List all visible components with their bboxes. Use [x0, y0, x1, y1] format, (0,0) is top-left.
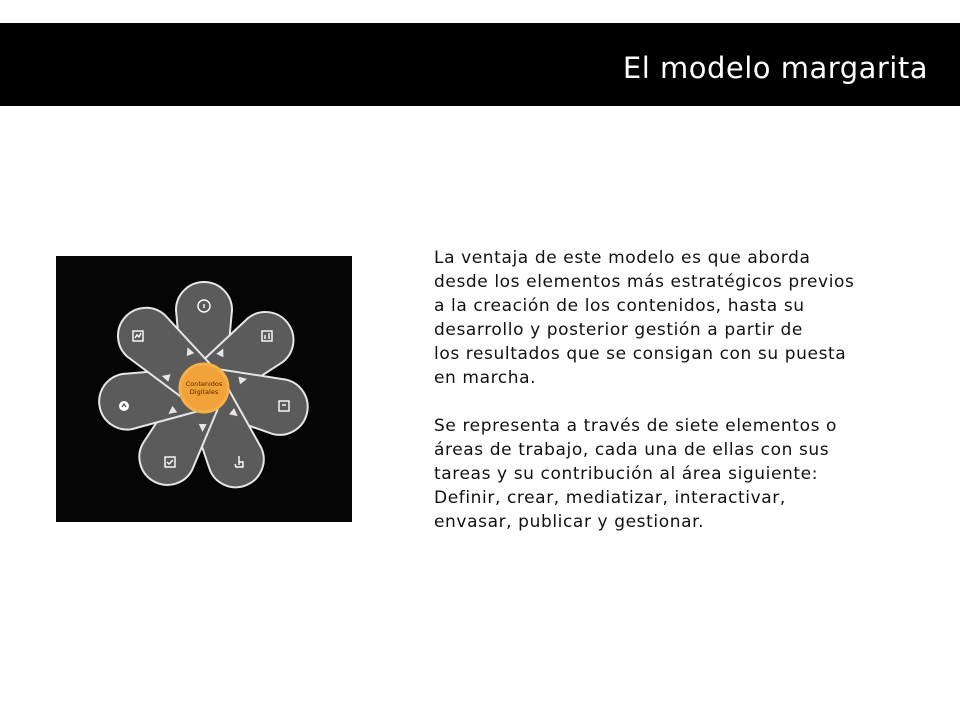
diagram-center-label-1: Contenidos — [185, 380, 223, 388]
paragraph-1-line: desarrollo y posterior gestión a partir de — [434, 320, 803, 340]
paragraph-2-line: tareas y su contribución al área siguiente: — [434, 464, 819, 484]
diagram-center-label-2: Digitales — [189, 388, 219, 396]
paragraph-2-line: Se representa a través de siete elementos o — [434, 416, 838, 436]
paragraph-1-line: los resultados que se consigan con su puesta — [434, 344, 847, 364]
upload-icon — [119, 401, 129, 411]
slide-title: El modelo margarita — [622, 51, 928, 85]
paragraph-1-line: La ventaja de este modelo es que aborda — [434, 248, 811, 268]
margarita-diagram-svg — [56, 256, 352, 522]
body-text — [434, 246, 934, 534]
paragraph-1-line: desde los elementos más estratégicos previos — [434, 272, 855, 292]
paragraph-1-line: en marcha. — [434, 368, 537, 388]
paragraph-1 — [434, 246, 934, 390]
paragraph-2-line: áreas de trabajo, cada una de ellas con sus — [434, 440, 830, 460]
paragraph-2-line: Definir, crear, mediatizar, interactivar, — [434, 488, 786, 508]
paragraph-1-line: a la creación de los contenidos, hasta su — [434, 296, 805, 316]
paragraph-2-line: envasar, publicar y gestionar. — [434, 512, 705, 532]
margarita-diagram — [56, 256, 352, 522]
paragraph-2 — [434, 414, 934, 534]
